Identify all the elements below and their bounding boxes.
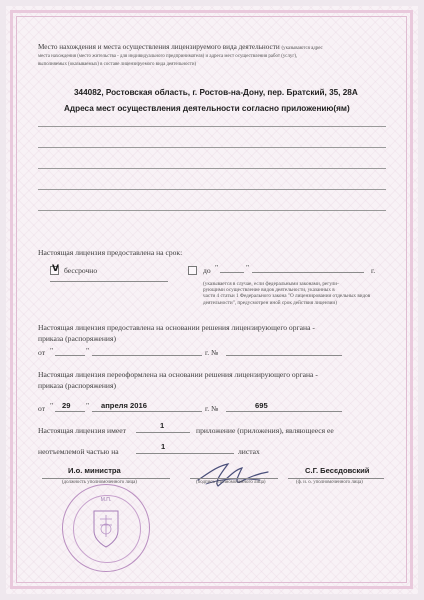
grant-quote-open: " (50, 346, 54, 355)
location-header-line2: места нахождения (место жительства - для индивидуального предпринимателя) и адреса мест осуществления работ (услуг), (38, 54, 298, 59)
location-header-line3: выполняемых (оказываемых) в составе лицензируемого вида деятельности) (38, 62, 197, 67)
rule-line (38, 147, 386, 148)
location-header-line1 (38, 43, 323, 51)
until-day-field (220, 272, 244, 273)
until-quote-close: " (246, 263, 250, 272)
until-year-suffix: г. (371, 266, 376, 275)
licensee-address: 344082, Ростовская область, г. Ростов-на-Дону, пер. Братский, 35, 28А (74, 88, 358, 97)
grant-month-field (92, 355, 202, 356)
term-label: Настоящая лицензия предоставлена на срок: (38, 248, 183, 257)
reissue-day-field (55, 411, 85, 412)
grant-basis-line2: приказа (распоряжения) (38, 334, 117, 343)
reissue-quote-close: " (86, 401, 90, 410)
reissue-quote-open: " (50, 401, 54, 410)
until-quote-open: " (215, 263, 219, 272)
reissue-number-field (226, 411, 342, 412)
attachments-appendix-label: приложение (приложения), являющееся ее (196, 426, 334, 435)
signature-caption: (подпись уполномоченного лица) (196, 480, 266, 485)
check-mark-icon: V (52, 264, 59, 274)
rule-line (38, 168, 386, 169)
term-note-line: рующими осуществление видов деятельности, указанных в (203, 287, 335, 294)
addresses-note: Адреса мест осуществления деятельности согласно приложению(ям) (64, 104, 350, 113)
indefinite-label: бессрочно (64, 266, 98, 275)
reissue-day: 29 (62, 401, 71, 410)
attachments-sheets-label: листах (238, 447, 260, 456)
seal-mp-label: М.П. (100, 497, 112, 503)
official-seal (62, 484, 150, 572)
signatory-name: С.Г. Бесєдовский (305, 466, 370, 475)
rule-line (38, 126, 386, 127)
signatory-position: И.о. министра (68, 466, 121, 475)
term-note-line: части 4 статьи 1 Федерального закона "О лицензировании отдельных видов (203, 293, 371, 300)
indefinite-checkbox (50, 266, 59, 275)
grant-quote-close: " (86, 346, 90, 355)
location-header-note: (указываются адрес (281, 46, 323, 51)
term-underline (50, 281, 168, 282)
grant-from-label: от (38, 348, 46, 357)
handwritten-signature (188, 452, 278, 502)
grant-basis-line1: Настоящая лицензия предоставлена на основании решения лицензирующего органа - (38, 323, 315, 332)
reissue-number: 695 (255, 401, 268, 410)
term-note-line: деятельности", предусмотрен иной срок действия лицензии) (203, 299, 337, 306)
until-checkbox (188, 266, 197, 275)
signature-underline (190, 478, 278, 479)
coat-of-arms-icon (86, 505, 126, 551)
position-underline (42, 478, 170, 479)
location-header-main: Место нахождения и места осуществления лицензируемого вида деятельности (38, 43, 280, 51)
attachments-has-label: Настоящая лицензия имеет (38, 426, 126, 435)
attachments-sheets: 1 (161, 442, 166, 451)
attachments-integral-label: неотъемлемой частью на (38, 447, 119, 456)
grant-day-field (55, 355, 85, 356)
grant-year-suffix: г. № (205, 348, 219, 357)
name-caption: (ф. и. о. уполномоченного лица) (296, 480, 363, 485)
reissue-from-label: от (38, 404, 46, 413)
reissue-basis-line1: Настоящая лицензия переоформлена на основании решения лицензирующего органа - (38, 370, 318, 379)
until-label: до (203, 266, 211, 275)
attachments-count-field (136, 432, 190, 433)
reissue-year-suffix: г. № (205, 404, 219, 413)
grant-number-field (226, 355, 342, 356)
name-underline (288, 478, 384, 479)
term-note-line: (указывается в случае, если федеральными законами, регули- (203, 281, 339, 287)
reissue-month-field (92, 411, 202, 412)
until-month-field (252, 272, 364, 273)
rule-line (38, 210, 386, 211)
rule-line (38, 189, 386, 190)
position-caption: (должность уполномоченного лица) (62, 480, 137, 485)
reissue-month-year: апреля 2016 (101, 401, 147, 410)
attachments-count: 1 (160, 421, 165, 430)
term-note (203, 281, 370, 306)
reissue-basis-line2: приказа (распоряжения) (38, 381, 117, 390)
